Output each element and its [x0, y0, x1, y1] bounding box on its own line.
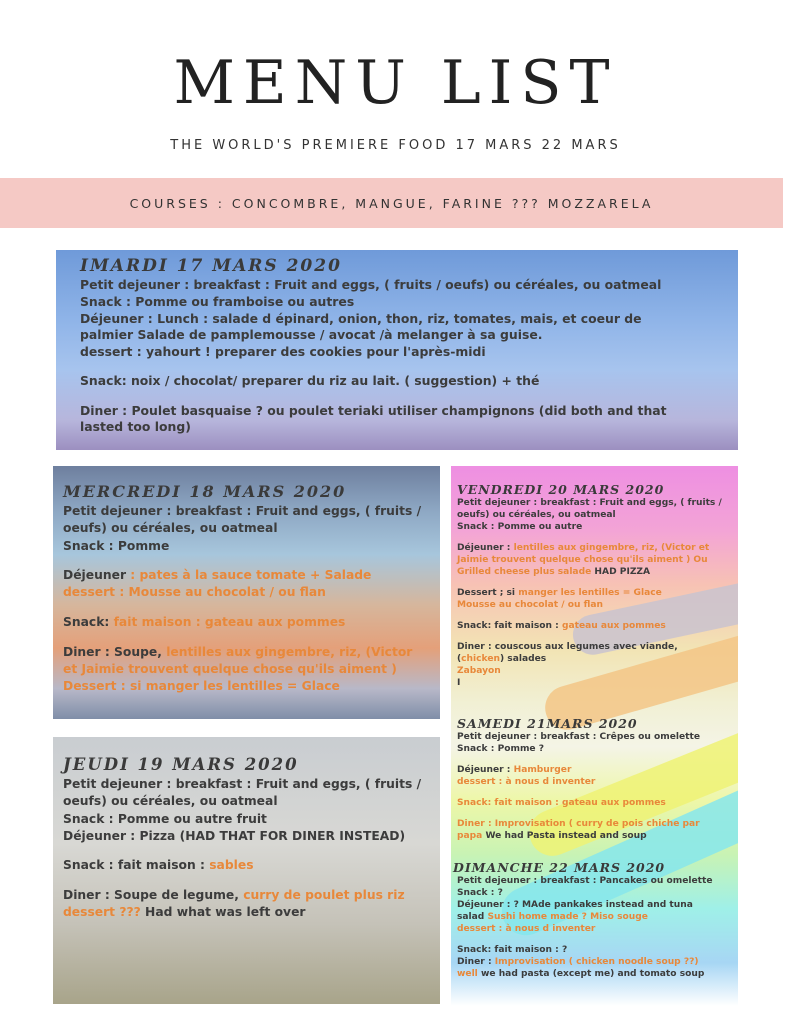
wednesday-line	[63, 644, 440, 661]
sunday-label: salad	[457, 912, 488, 922]
friday-body	[457, 497, 722, 689]
friday-line: Petit dejeuner : breakfast : Fruit and eggs, ( fruits /	[457, 498, 722, 508]
tuesday-title: IMARDI 17 MARS 2020	[80, 256, 342, 276]
thursday-line: oeufs) ou céréales, ou oatmeal	[63, 794, 278, 809]
thursday-highlight: curry de poulet plus riz	[243, 888, 405, 903]
thursday-highlight: sables	[209, 858, 254, 873]
sunday-line: Déjeuner : ? MAde pankakes instead and tuna	[457, 900, 693, 910]
friday-line: Diner : couscous aux legumes avec viande,	[457, 642, 678, 653]
page-subtitle: THE WORLD'S PREMIERE FOOD 17 MARS 22 MARS	[170, 138, 621, 153]
friday-line	[457, 542, 722, 554]
sunday-label: Diner :	[457, 957, 495, 968]
sunday-body	[453, 875, 713, 980]
sunday-line: Snack: fait maison : ?	[457, 945, 568, 956]
thursday-label: Snack : fait maison :	[63, 858, 210, 873]
wednesday-highlight: lentilles aux gingembre, riz, (Victor	[166, 644, 413, 659]
friday-line: oeufs) ou céréales, ou oatmeal	[457, 510, 616, 520]
saturday-title: SAMEDI 21MARS 2020	[457, 716, 638, 731]
saturday-line: Diner : Improvisation ( curry de pois chiche par	[457, 819, 700, 830]
wednesday-line: Dessert : si manger les lentilles = Glace	[63, 679, 340, 694]
friday-label: Déjeuner :	[457, 543, 514, 554]
thursday-label: Had what was left over	[140, 905, 306, 920]
sunday-highlight: well	[457, 969, 478, 980]
saturday-line	[457, 830, 700, 842]
thursday-label: Diner : Soupe de legume,	[63, 888, 244, 903]
saturday-highlight: Hamburger	[513, 765, 572, 776]
wednesday-line: Petit dejeuner : breakfast : Fruit and eggs, ( fruits /	[63, 504, 422, 518]
friday-section	[457, 482, 722, 689]
tuesday-line: Déjeuner : Lunch : salade d épinard, onion, thon, riz, tomates, mais, et coeur de	[80, 310, 642, 326]
friday-label: HAD PIZZA	[591, 567, 651, 578]
wednesday-line	[63, 614, 440, 631]
friday-highlight: lentilles aux gingembre, riz, (Victor et	[513, 543, 710, 554]
tuesday-line: dessert : yahourt ! preparer des cookies pour l'après-midi	[80, 344, 486, 360]
wednesday-highlight: fait maison : gateau aux pommes	[113, 615, 346, 630]
wednesday-line: et Jaimie trouvent quelque chose qu'ils aiment )	[63, 661, 397, 676]
sunday-line	[457, 956, 713, 968]
thursday-line	[63, 887, 440, 904]
card-weekend-column	[451, 466, 738, 1006]
wednesday-body	[63, 503, 440, 696]
wednesday-line: oeufs) ou céréales, ou oatmeal	[63, 521, 278, 536]
tuesday-line: Snack: noix / chocolat/ preparer du riz au lait. ( suggestion) + thé	[80, 373, 540, 389]
sunday-line: dessert : à nous d inventer	[457, 924, 596, 934]
sunday-title: DIMANCHE 22 MARS 2020	[453, 860, 666, 875]
thursday-title: JEUDI 19 MARS 2020	[63, 755, 299, 774]
sunday-section	[453, 860, 713, 980]
friday-line: I	[457, 678, 461, 689]
saturday-highlight: papa	[457, 831, 483, 842]
saturday-line: dessert : à nous d inventer	[457, 777, 596, 788]
sunday-line	[457, 968, 713, 980]
friday-line	[457, 587, 722, 599]
saturday-line: Petit dejeuner : breakfast : Crêpes ou omelette	[457, 732, 701, 742]
friday-line: Jaimie trouvent quelque chose qu'ils aiment ) Ou	[457, 555, 708, 566]
sunday-line	[457, 911, 713, 923]
thursday-line: Petit dejeuner : breakfast : Fruit and eggs, ( fruits /	[63, 777, 422, 791]
saturday-line: Snack : Pomme ?	[457, 744, 545, 754]
sunday-label: we had pasta (except me) and tomato soup	[477, 969, 705, 980]
friday-line	[457, 566, 722, 578]
tuesday-line: lasted too long)	[80, 419, 191, 435]
friday-line	[457, 620, 722, 632]
wednesday-label: Snack:	[63, 615, 114, 630]
card-wednesday	[53, 466, 440, 719]
tuesday-line: Snack : Pomme ou framboise ou autres	[80, 293, 355, 309]
courses-text: COURSES : CONCOMBRE, MANGUE, FARINE ??? MOZZARELA	[129, 195, 654, 211]
friday-label: ) salades	[499, 654, 547, 665]
tuesday-line: Petit dejeuner : breakfast : Fruit and eggs, ( fruits / oeufs) ou céréales, ou oatmeal	[80, 277, 662, 292]
saturday-body	[457, 731, 700, 842]
friday-line: Zabayon	[457, 666, 501, 677]
card-thursday	[53, 737, 440, 1004]
page-title: MENU LIST	[173, 48, 618, 118]
friday-highlight: gateau aux pommes	[561, 621, 666, 632]
friday-highlight: Grilled cheese plus salade	[457, 567, 592, 578]
friday-highlight: manger les lentilles = Glace	[518, 588, 662, 599]
wednesday-title: MERCREDI 18 MARS 2020	[63, 482, 347, 501]
tuesday-body	[80, 277, 738, 436]
wednesday-line	[63, 567, 440, 584]
friday-title: VENDREDI 20 MARS 2020	[457, 482, 665, 497]
friday-label: Snack: fait maison :	[457, 621, 562, 632]
wednesday-label: Déjeuner	[63, 568, 127, 583]
friday-line: Snack : Pomme ou autre	[457, 522, 583, 532]
thursday-line	[63, 904, 440, 921]
wednesday-label: Diner : Soupe,	[63, 644, 167, 659]
saturday-line: Snack: fait maison : gateau aux pommes	[457, 798, 666, 809]
sunday-line: Snack : ?	[457, 888, 503, 898]
friday-line	[457, 653, 722, 665]
sunday-highlight: Sushi home made ? Miso souge	[487, 912, 648, 922]
tuesday-line: Diner : Poulet basquaise ? ou poulet teriaki utiliser champignons (did both and that	[80, 402, 667, 418]
wednesday-line: Snack : Pomme	[63, 538, 170, 553]
wednesday-line: dessert : Mousse au chocolat / ou flan	[63, 585, 326, 600]
sunday-line: Petit dejeuner : breakfast : Pancakes ou omelette	[457, 876, 713, 886]
thursday-line: Snack : Pomme ou autre fruit	[63, 811, 267, 826]
friday-highlight: chicken	[461, 654, 500, 665]
thursday-highlight: dessert ???	[63, 905, 141, 920]
thursday-body	[63, 776, 440, 922]
saturday-section	[457, 716, 700, 842]
courses-banner	[0, 178, 783, 228]
thursday-line	[63, 857, 440, 874]
tuesday-line: palmier Salade de pamplemousse / avocat /à melanger à sa guise.	[80, 327, 543, 343]
thursday-line: Déjeuner : Pizza (HAD THAT FOR DINER INSTEAD)	[63, 828, 406, 843]
friday-line: Mousse au chocolat / ou flan	[457, 600, 603, 611]
friday-label: Dessert ; si	[457, 588, 519, 599]
saturday-label: We had Pasta instead and soup	[482, 831, 647, 842]
wednesday-highlight: : pates à la sauce tomate + Salade	[126, 568, 372, 583]
card-tuesday	[56, 250, 738, 450]
sunday-highlight: Improvisation ( chicken noodle soup ??)	[494, 957, 699, 968]
saturday-line	[457, 764, 700, 776]
friday-label: (	[457, 654, 462, 665]
saturday-label: Déjeuner :	[457, 765, 514, 776]
